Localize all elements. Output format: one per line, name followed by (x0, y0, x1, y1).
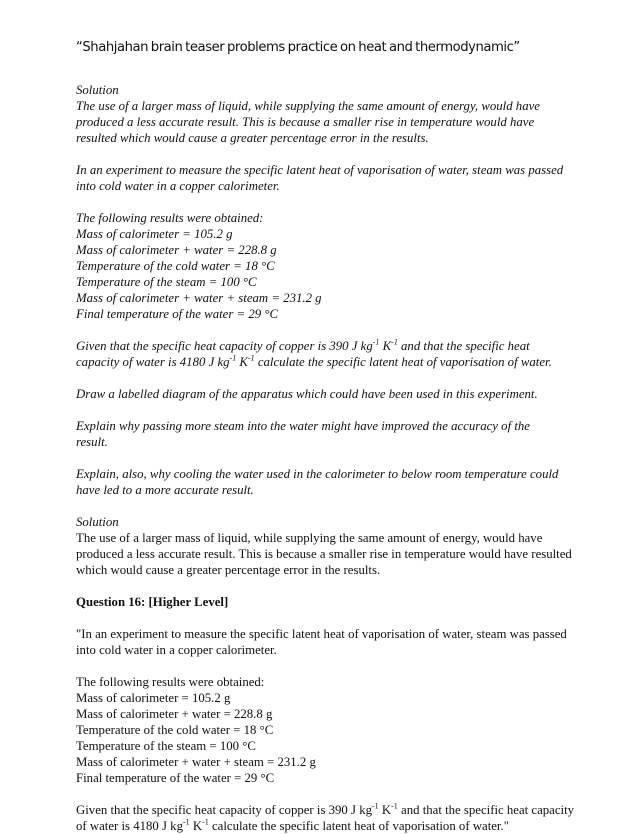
result-item: Mass of calorimeter = 105.2 g (76, 691, 231, 705)
result-item: Temperature of the cold water = 18 °C (76, 723, 274, 737)
given-paragraph-2: Given that the specific heat capacity of copper is 390 J $kg^{-1}$ $K^{-1}$ and that the specific heat capacity of water is 4180 J $kg^{-1}$ $K^{-1}$ calculate the specific latent heat of vaporisation of water." (76, 801, 575, 833)
result-item: Final temperature of the water = 29 °C (76, 307, 279, 321)
results-intro: The following results were obtained: (76, 675, 265, 689)
solution-paragraph-2: The use of a larger mass of liquid, while supplying the same amount of energy, would have produced a less accurate result. This is because a smaller rise in temperature would have resulted which would cause a greater percentage error in the results. (76, 531, 572, 577)
solution-line: The use of a larger mass of liquid, while supplying the same amount of energy, would have (76, 99, 540, 113)
results-list (76, 210, 564, 322)
solution-label: Solution (76, 83, 119, 97)
italic-solution-block (76, 82, 564, 146)
explain-instruction: Explain why passing more steam into the water might have improved the accuracy of the result. (76, 419, 530, 449)
experiment-paragraph: In an experiment to measure the specific latent heat of vaporisation of water, steam was passed into cold water in a copper calorimeter. (76, 163, 564, 193)
experiment-paragraph-2: "In an experiment to measure the specific latent heat of vaporisation of water, steam was passed into cold water in a copper calorimeter. (76, 627, 567, 657)
question-heading: Question 16: [Higher Level] (76, 595, 229, 609)
results-intro: The following results were obtained: (76, 211, 264, 225)
solution-line: resulted which would cause a greater percentage error in the results. (76, 131, 429, 145)
results-list-2 (76, 674, 564, 786)
result-item: Temperature of the cold water = 18 °C (76, 259, 275, 273)
result-item: Temperature of the steam = 100 °C (76, 739, 256, 753)
result-item: Mass of calorimeter = 105.2 g (76, 227, 233, 241)
result-item: Mass of calorimeter + water = 228.8 g (76, 707, 273, 721)
solution-line: produced a less accurate result. This is because a smaller rise in temperature would have (76, 115, 535, 129)
solution-label-2: Solution (76, 515, 119, 529)
draw-instruction: Draw a labelled diagram of the apparatus which could have been used in this experiment. (76, 387, 538, 401)
result-item: Final temperature of the water = 29 °C (76, 771, 275, 785)
document-title: “Shahjahan brain teaser problems practice on heat and thermodynamic” (76, 40, 520, 55)
given-paragraph: Given that the specific heat capacity of copper is 390 J $kg^{-1}$ $K^{-1}$ and that the specific heat capacity of water is 4180 J $kg^{-1}$ $K^{-1}$ calculate the specific latent heat of vaporisation of water. (76, 337, 552, 369)
result-item: Temperature of the steam = 100 °C (76, 275, 257, 289)
explain-also-instruction: Explain, also, why cooling the water used in the calorimeter to below room temperature could have led to a more accurate result. (76, 467, 559, 497)
result-item: Mass of calorimeter + water + steam = 231.2 g (76, 755, 316, 769)
result-item: Mass of calorimeter + water = 228.8 g (76, 243, 277, 257)
result-item: Mass of calorimeter + water + steam = 231.2 g (76, 291, 322, 305)
